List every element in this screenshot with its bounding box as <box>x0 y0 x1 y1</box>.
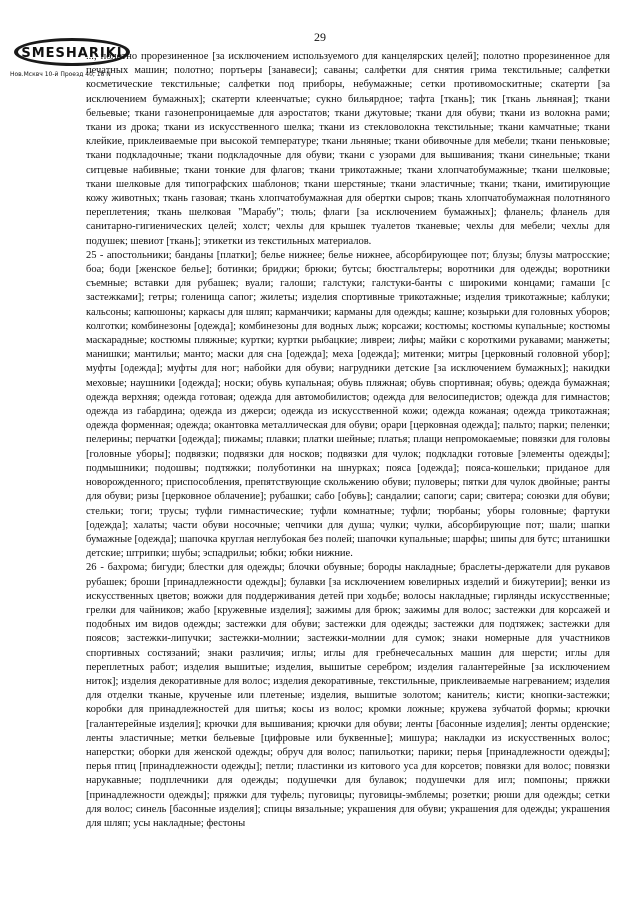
page-number: 29 <box>314 30 326 44</box>
paragraph-class-24: ...; полотно прорезиненное [за исключением используемого для канцелярских целей]; полотно прорезиненное для печатных машин; полотно; портьеры [занавеси]; саваны; салфетки для снятия грима текстильные; салфетки косметические текстильные; салфетки под приборы, небумажные; сетки противомоскитные; скатерти [за исключением бумажных]; скатерти клеенчатые; сукно бильярдное; тафта [ткань]; тик [ткань льняная]; ткани бельевые; ткани газонепроницаемые для аэростатов; ткани джутовые; ткани для обуви; ткани из волокна рами; ткани из дрока; ткани из искусственного шелка; ткани из стекловолокна текстильные; ткани камчатные; ткани клейкие, приклеиваемые при высокой температуре; ткани льняные; ткани обивочные для мебели; ткани пеньковые; ткани подкладочные; ткани подкладочные для обуви; ткани с узорами для вышивания; ткани синельные; ткани ситцевые набивные; ткани тонкие для флагов; ткани трикотажные; ткани хлопчатобумажные; ткани шелковые; ткани шелковые для типографских шаблонов; ткани шерстяные; ткани эластичные; ткани; ткани, имитирующие кожу животных; ткань газовая; ткань хлопчатобумажная для обертки сыров; ткань хлопчатобумажная полотняного переплетения; ткань шелковая "Марабу"; тюль; флаги [за исключением бумажных]; фланель; фланель для санитарно-гигиенических целей; холст; чехлы для крышек туалетов тканевые; чехлы для мебели; чехлы для подушек; шевиот [ткань]; этикетки из текстильных материалов. <box>86 51 610 247</box>
paragraph-class-25: 25 - апостольники; банданы [платки]; белье нижнее; белье нижнее, абсорбирующее пот; блузы; блузы матросские; боа; боди [женское белье]; ботинки; бриджи; брюки; бутсы; бюстгальтеры; воротники для одежды; воротники съемные; вставки для рубашек; вуали; галоши; галстуки; галстуки-банты с широкими концами; гамаши [с застежками]; гетры; голенища сапог; жилеты; изделия спортивные трикотажные; изделия трикотажные; каблуки; кальсоны; капюшоны; каркасы для шляп; карманчики; карманы для одежды; кашне; козырьки для головных уборов; колготки; комбинезоны [одежда]; комбинезоны для водных лыж; корсажи; костюмы; костюмы купальные; костюмы маскарадные; костюмы пляжные; куртки; куртки рыбацкие; ливреи; лифы; майки с короткими рукавами; манжеты; манишки; мантильи; манто; маски для сна [одежда]; меха [одежда]; митенки; митры [церковный головной убор]; муфты [одежда]; муфты для ног; набойки для обуви; нагрудники детские [за исключением бумажных]; накидки меховые; наушники [одежда]; носки; обувь купальная; обувь пляжная; обувь спортивная; обувь; одежда бумажная; одежда верхняя; одежда готовая; одежда для автомобилистов; одежда для велосипедистов; одежда для гимнастов; одежда из габардина; одежда из джерси; одежда из искусственной кожи; одежда кожаная; одежда трикотажная; одежда форменная; одежда; окантовка металлическая для обуви; орари [церковная одежда]; пальто; парки; пеленки; пелерины; перчатки [одежда]; пижамы; плавки; платки шейные; платья; плащи непромокаемые; повязки для головы [головные уборы]; подвязки; подвязки для носков; подвязки для чулок; подкладки готовые [элементы одежды]; подмышники; подошвы; подтяжки; полуботинки на шнурках; пояса [одежда]; пояса-кошельки; приданое для новорожденного; приспособления, препятствующие скольжению обуви; пуловеры; пятки для чулок двойные; ранты для обуви; ризы [церковное облачение]; рубашки; сабо [обувь]; сандалии; сапоги; сари; свитера; союзки для обуви; стельки; тоги; трусы; туфли гимнастические; туфли комнатные; туфли; тюрбаны; уборы головные; фартуки [одежда]; халаты; части обуви носочные; чепчики для душа; чулки; чулки, абсорбирующие пот; шали; шапки бумажные [одежда]; шапочка круглая неглубокая без полей; шапочки купальные; шарфы; шипы для бутс; штанишки детские; штрипки; шубы; эспадрильи; юбки; юбки нижние. <box>86 249 610 560</box>
svg-text:Нов.Мсквч 10-й Проезд 40, 18 N: Нов.Мсквч 10-й Проезд 40, 18 N <box>10 71 111 78</box>
svg-text:SMESHARIKI: SMESHARIKI <box>21 46 123 61</box>
body-text <box>86 50 610 831</box>
paragraph-class-26: 26 - бахрома; бигуди; блестки для одежды; блочки обувные; бороды накладные; браслеты-держатели для рукавов рубашек; броши [принадлежности одежды]; булавки [за исключением ювелирных изделий и бижутерии]; венки из искусственных цветов; вожжи для поддерживания детей при ходьбе; волосы накладные; гирлянды искусственные; грелки для чайников; жабо [кружевные изделия]; зажимы для брюк; зажимы для волос; застежки для корсажей и подобных им видов одежды; застежки для обуви; застежки для одежды; застежки для подтяжек; застежки для поясов; застежки-липучки; застежки-молнии; застежки-молнии для сумок; знаки номерные для участников спортивных состязаний; знаки различия; иглы; иглы для гребнечесальных машин для шерсти; иглы для переплетных работ; изделия вышитые; изделия, вышитые серебром; изделия галантерейные [за исключением ниток]; изделия декоративные для волос; изделия декоративные, текстильные, приклеиваемые нагреванием; изделия для отделки тканые, крученые или плетеные; изделия, вышитые золотом; канитель; кисти; кнопки-застежки; коробки для принадлежностей для шитья; косы из волос; кромки ложные; кружева зубчатой формы; крючки [галантерейные изделия]; крючки для вышивания; крючки для обуви; ленты [басонные изделия]; ленты орденские; ленты эластичные; метки бельевые [цифровые или буквенные]; мишура; накладки из искусственных волос; наперстки; оборки для женской одежды; обруч для волос; папильотки; парики; перья [принадлежности одежды]; перья птиц [принадлежности одежды]; петли; пластинки из китового уса для корсетов; повязки для волос; повязки нарукавные; подплечники для одежды; подушечки для булавок; подушечки для игл; помпоны; пряжки [принадлежности одежды]; пряжки для туфель; пуговицы; пуговицы-эмблемы; розетки; рюши для одежды; сетки для волос; синель [басонные изделия]; спицы вязальные; украшения для обуви; украшения для одежды; украшения для шляп; усы накладные; фестоны <box>86 562 610 829</box>
